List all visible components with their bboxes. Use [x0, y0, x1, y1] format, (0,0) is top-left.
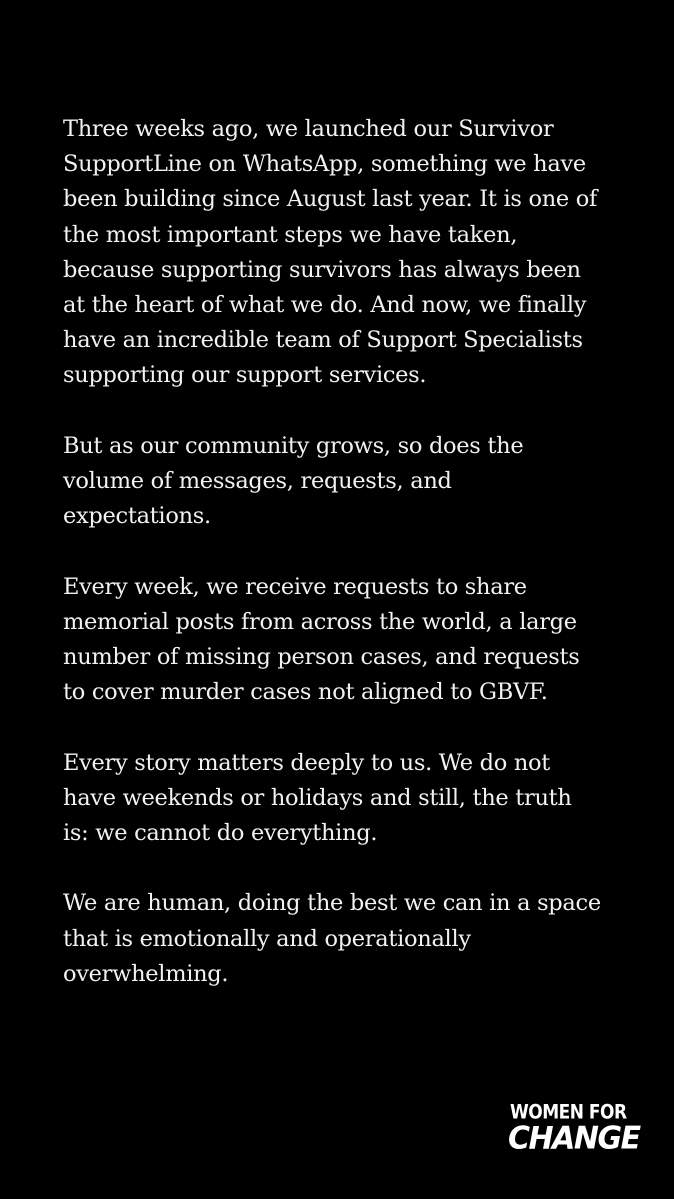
paragraph-line: SupportLine on WhatsApp, something we have: [63, 151, 586, 178]
logo-line-1: WOMEN FOR: [510, 1101, 627, 1124]
paragraph-line: But as our community grows, so does the: [63, 432, 524, 459]
paragraph-line: because supporting survivors has always been: [63, 256, 581, 283]
paragraph-line: number of missing person cases, and requests: [63, 644, 580, 671]
paragraph-5: [63, 886, 643, 992]
paragraph-line: is: we cannot do everything.: [63, 820, 378, 847]
paragraph-2: [63, 429, 643, 535]
paragraph-1: [63, 112, 643, 394]
paragraph-line: memorial posts from across the world, a large: [63, 608, 577, 635]
paragraph-line: supporting our support services.: [63, 362, 427, 389]
paragraph-line: Every week, we receive requests to share: [63, 573, 527, 600]
paragraph-line: have weekends or holidays and still, the truth: [63, 784, 572, 811]
paragraph-line: volume of messages, requests, and: [63, 468, 452, 495]
paragraph-line: that is emotionally and operationally: [63, 925, 471, 952]
paragraph-line: to cover murder cases not aligned to GBVF.: [63, 679, 548, 706]
paragraph-line: the most important steps we have taken,: [63, 221, 518, 248]
paragraph-line: We are human, doing the best we can in a space: [63, 890, 601, 917]
paragraph-line: been building since August last year. It is one of: [63, 186, 598, 213]
statement-body: [63, 112, 643, 1027]
paragraph-line: Every story matters deeply to us. We do not: [63, 749, 551, 776]
paragraph-line: expectations.: [63, 503, 211, 530]
paragraph-4: [63, 746, 643, 852]
logo-line-2: CHANGE: [508, 1120, 640, 1157]
paragraph-line: at the heart of what we do. And now, we finally: [63, 292, 587, 319]
paragraph-line: have an incredible team of Support Specialists: [63, 327, 583, 354]
paragraph-line: overwhelming.: [63, 960, 229, 987]
women-for-change-logo: [508, 1098, 638, 1158]
paragraph-3: [63, 570, 643, 711]
paragraph-line: Three weeks ago, we launched our Survivor: [63, 116, 554, 142]
